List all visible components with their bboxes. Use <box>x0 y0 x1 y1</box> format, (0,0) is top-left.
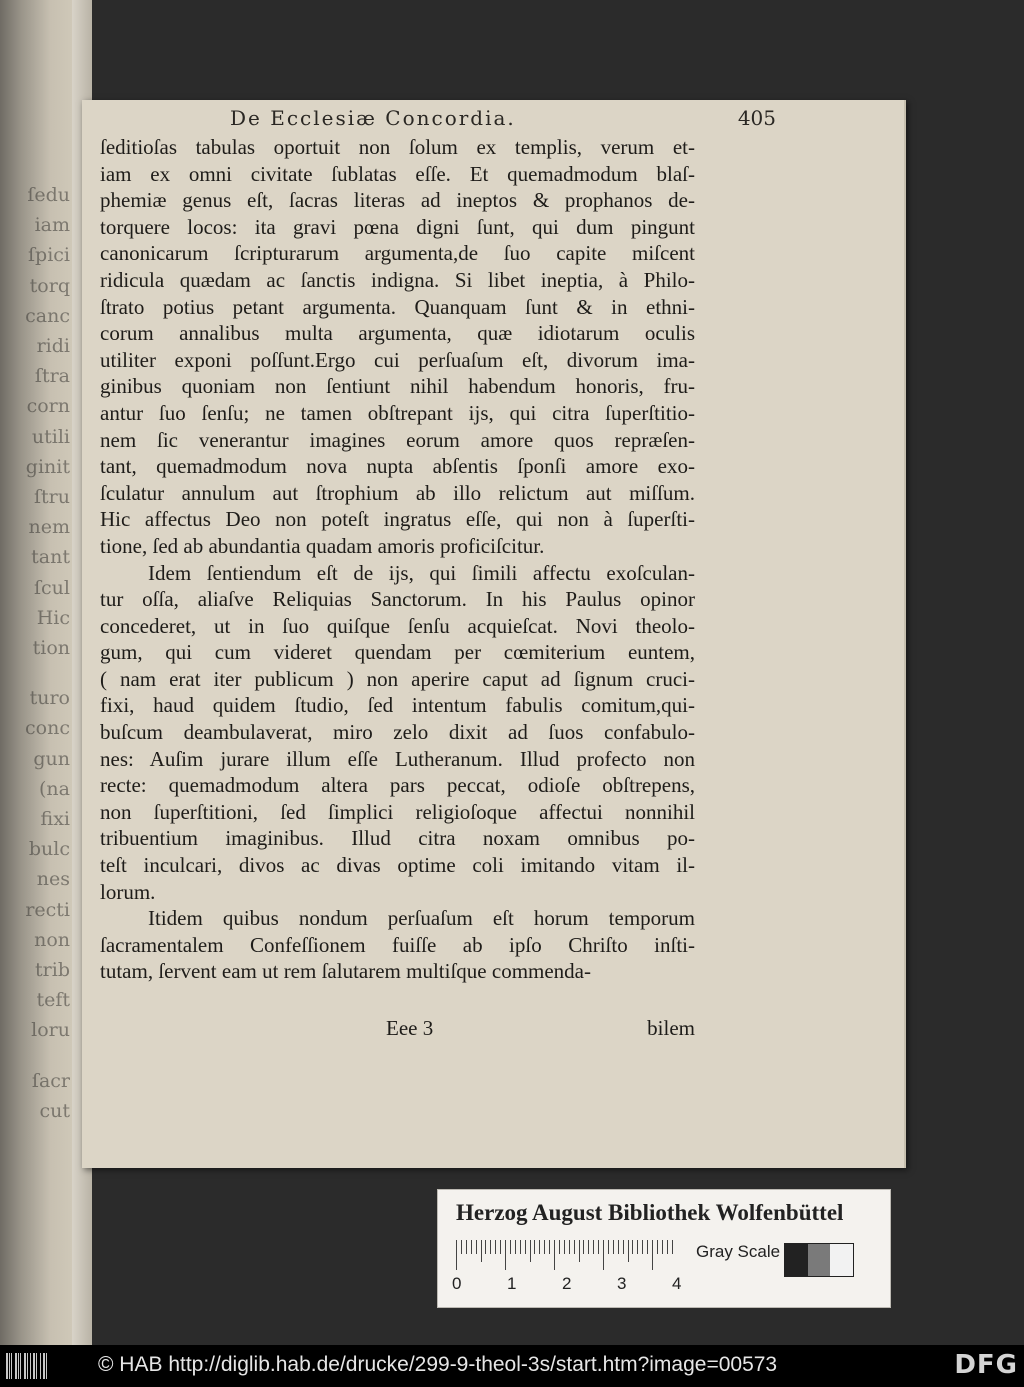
ruler-tick <box>647 1240 648 1254</box>
ruler-tick <box>564 1240 565 1254</box>
ruler-tick <box>456 1240 457 1270</box>
ruler-tick <box>588 1240 589 1254</box>
library-name: Herzog August Bibliothek Wolfenbüttel <box>456 1200 844 1225</box>
text-line: antur ſuo ſenſu; ne tamen obſtrepant ijs, qui citra ſuperſtitio- <box>100 400 695 425</box>
text-line: ginibus quoniam non ſentiunt nihil habendum honoris, fru- <box>100 374 695 399</box>
ruler-tick <box>485 1240 486 1254</box>
ruler-tick <box>569 1240 570 1254</box>
ruler-number: 4 <box>672 1274 682 1293</box>
text-line: nes: Auſim jurare illum eſſe Lutheranum. Illud profecto non <box>100 746 695 771</box>
page-number: 405 <box>737 106 776 130</box>
text-line: iam ex omni civitate ſublatas eſſe. Et quemadmodum blaſ- <box>100 161 695 186</box>
text-line: tribuentium imaginibus. Illud citra noxam omnibus po- <box>100 826 695 851</box>
text-line: recte: quemadmodum altera pars peccat, odioſe obſtrepens, <box>100 773 695 798</box>
left-page-fragment: canc <box>25 304 70 327</box>
left-page-edge <box>0 0 72 1345</box>
barcode-bar <box>6 1353 8 1379</box>
ruler-tick <box>613 1240 614 1254</box>
book-page <box>82 100 906 1168</box>
left-page-fragment: gun <box>33 747 70 770</box>
ruler-tick <box>544 1240 545 1254</box>
text-line: Itidem quibus nondum perſuaſum eſt horum temporum <box>148 906 695 931</box>
ruler-tick <box>549 1240 550 1254</box>
text-line: lorum. <box>100 879 156 904</box>
dfg-logo: DFG <box>954 1350 1018 1380</box>
left-page-fragment: loru <box>31 1019 70 1042</box>
barcode-bar <box>30 1353 31 1379</box>
left-page-fragment: utili <box>31 425 70 448</box>
barcode-bar <box>46 1353 47 1379</box>
text-line: corum annalibus multa argumenta, quæ idiotarum oculis <box>100 321 695 346</box>
left-page-fragment: cut <box>39 1099 70 1122</box>
ruler-tick <box>481 1240 482 1262</box>
text-line: fixi, haud quidem ſtudio, ſed intentum fabulis comitum,qui- <box>100 693 695 718</box>
left-page-fragment: recti <box>25 898 70 921</box>
ruler-tick <box>515 1240 516 1254</box>
text-line: ( nam erat iter publicum ) non aperire caput ad ſignum cruci- <box>100 666 695 691</box>
running-head <box>230 106 776 130</box>
ruler-number: 3 <box>617 1274 627 1293</box>
ruler-tick <box>637 1240 638 1254</box>
text-line: non ſuperſtitioni, ſed ſimplici religioſoque affectui nonnihil <box>100 799 695 824</box>
left-page-fragment: tant <box>31 546 70 569</box>
ruler-tick <box>583 1240 584 1254</box>
ruler-tick <box>505 1240 506 1270</box>
body-text <box>100 134 695 985</box>
text-line: Hic affectus Deo non poteſt ingratus eſſe, qui non à ſuperſti- <box>100 507 695 532</box>
text-line: teſt inculcari, divos ac divas optime coli imitando vitam il- <box>100 853 695 878</box>
text-line: utiliter exponi poſſunt.Ergo cui perſuaſum eſt, divorum ima- <box>100 347 695 372</box>
ruler-tick <box>539 1240 540 1254</box>
gray-swatch <box>830 1244 853 1276</box>
ruler-tick <box>476 1240 477 1254</box>
ruler-tick <box>559 1240 560 1254</box>
scale-ruler <box>456 1240 678 1270</box>
ruler-number: 0 <box>452 1274 462 1293</box>
text-line: tant, quemadmodum nova nupta abſentis ſponſi amore exo- <box>100 454 695 479</box>
signature-mark: Eee 3 <box>386 1016 434 1040</box>
left-page-fragment: bulc <box>28 838 70 861</box>
text-line: buſcum deambulaverat, miro zelo dixit ad ſuos confabulo- <box>100 720 695 745</box>
text-line: Idem ſentiendum eſt de ijs, qui ſimili affectu exoſculan- <box>148 560 695 585</box>
left-page-fragment: conc <box>25 717 70 740</box>
left-page-fragment: Hic <box>36 606 70 629</box>
ruler-tick <box>525 1240 526 1254</box>
ruler-tick <box>579 1240 580 1262</box>
ruler-number: 1 <box>507 1274 517 1293</box>
barcode-bar <box>33 1353 35 1379</box>
barcode-bar <box>36 1353 37 1379</box>
barcode-bar <box>43 1353 45 1379</box>
left-page-fragment: non <box>34 928 70 951</box>
left-page-fragment: nem <box>28 516 70 539</box>
ruler-tick <box>500 1240 501 1254</box>
barcode-bar <box>15 1353 17 1379</box>
ruler-tick <box>608 1240 609 1254</box>
gray-swatch <box>785 1244 808 1276</box>
text-line: ridicula quædam ac ſanctis indigna. Si libet ineptia, à Philo- <box>100 267 695 292</box>
left-page-fragment: iam <box>34 214 70 237</box>
left-page-fragment: ſacr <box>31 1069 70 1092</box>
barcode-bar <box>18 1353 19 1379</box>
signature-line <box>100 1016 695 1044</box>
left-page-fragment: ſcul <box>34 576 70 599</box>
gray-swatch <box>808 1244 831 1276</box>
ruler-tick <box>667 1240 668 1254</box>
left-page-fragment: ſtru <box>34 486 70 508</box>
left-page-fragment: ridi <box>36 335 70 357</box>
ruler-numbers <box>452 1274 692 1296</box>
ruler-tick <box>520 1240 521 1254</box>
library-color-card <box>437 1189 891 1308</box>
gray-scale-label: Gray Scale <box>696 1242 781 1261</box>
ruler-tick <box>574 1240 575 1254</box>
left-page-fragment: (na <box>39 777 70 800</box>
text-line: nem ſic venerantur imagines eorum amore quos repræſen- <box>100 427 695 452</box>
ruler-tick <box>593 1240 594 1254</box>
text-line: ſtrato potius petant argumenta. Quanquam ſunt & in ethni- <box>100 294 695 319</box>
ruler-tick <box>618 1240 619 1254</box>
viewer-footer <box>0 1345 1024 1387</box>
text-line: gum, qui cum videret quendam per cœmiterium euntem, <box>100 640 695 665</box>
text-line: tur oſſa, aliaſve Reliquias Sanctorum. In his Paulus opinor <box>100 587 695 612</box>
left-page-fragment: trib <box>35 959 70 981</box>
ruler-tick <box>554 1240 555 1270</box>
ruler-tick <box>672 1240 673 1254</box>
barcode-bar <box>20 1353 21 1379</box>
text-line: canonicarum ſcripturarum argumenta,de ſuo capite miſcent <box>100 241 695 266</box>
text-line: phemiæ genus eſt, ſacras literas ad ineptos & prophanos de- <box>100 188 695 213</box>
left-page-fragment: ſtra <box>34 365 70 388</box>
ruler-tick <box>510 1240 511 1254</box>
ruler-tick <box>534 1240 535 1254</box>
ruler-tick <box>495 1240 496 1254</box>
catchword: bilem <box>647 1016 695 1040</box>
running-head-title: De Ecclesiæ Concordia. <box>230 106 516 130</box>
text-line: tutam, ſervent eam ut rem ſalutarem multiſque commenda- <box>100 959 591 984</box>
ruler-tick <box>642 1240 643 1254</box>
ruler-tick <box>628 1240 629 1262</box>
ruler-tick <box>652 1240 653 1270</box>
copyright-url[interactable]: © HAB http://diglib.hab.de/drucke/299-9-theol-3s/start.htm?image=00573 <box>98 1353 778 1376</box>
text-line: ſacramentalem Confeſſionem fuiſſe ab ipſo Chriſto inſti- <box>100 932 695 957</box>
ruler-tick <box>530 1240 531 1262</box>
ruler-tick <box>623 1240 624 1254</box>
ruler-number: 2 <box>562 1274 572 1293</box>
text-line: ſeditioſas tabulas oportuit non ſolum ex templis, verum et- <box>100 135 695 159</box>
text-line: concederet, ut in ſuo quiſque ſenſu acquieſcat. Novi theolo- <box>100 613 695 638</box>
left-page-fragment: nes <box>36 868 70 891</box>
ruler-tick <box>471 1240 472 1254</box>
text-line: torquere locos: ita gravi pœna digni ſunt, qui dum pingunt <box>100 214 695 239</box>
text-line: tione, ſed ab abundantia quadam amoris proficiſcitur. <box>100 533 545 558</box>
left-page-fragment: ſedu <box>27 184 70 206</box>
barcode-icon <box>6 1353 48 1379</box>
left-page-fragment: fixi <box>40 808 70 830</box>
ruler-tick <box>662 1240 663 1254</box>
barcode-bar <box>11 1353 12 1379</box>
ruler-tick <box>632 1240 633 1254</box>
left-page-fragment: ginit <box>25 455 70 478</box>
ruler-tick <box>603 1240 604 1270</box>
left-page-fragment: tion <box>32 637 70 659</box>
ruler-tick <box>461 1240 462 1254</box>
ruler-tick <box>598 1240 599 1254</box>
barcode-bar <box>9 1353 10 1379</box>
left-page-fragment: torq <box>29 274 70 297</box>
barcode-bar <box>27 1353 28 1379</box>
barcode-bar <box>24 1353 26 1379</box>
barcode-bar <box>40 1353 41 1379</box>
ruler-tick <box>657 1240 658 1254</box>
ruler-tick <box>466 1240 467 1254</box>
left-page-fragment: corn <box>26 395 70 418</box>
text-line: ſculatur annulum aut ſtrophium ab illo relictum aut miſſum. <box>100 480 695 505</box>
left-page-fragment: teft <box>36 989 70 1012</box>
ruler-tick <box>490 1240 491 1254</box>
left-page-fragment: ſpici <box>28 244 70 267</box>
left-page-fragment: turo <box>29 687 70 710</box>
gray-scale-swatch <box>784 1243 854 1277</box>
